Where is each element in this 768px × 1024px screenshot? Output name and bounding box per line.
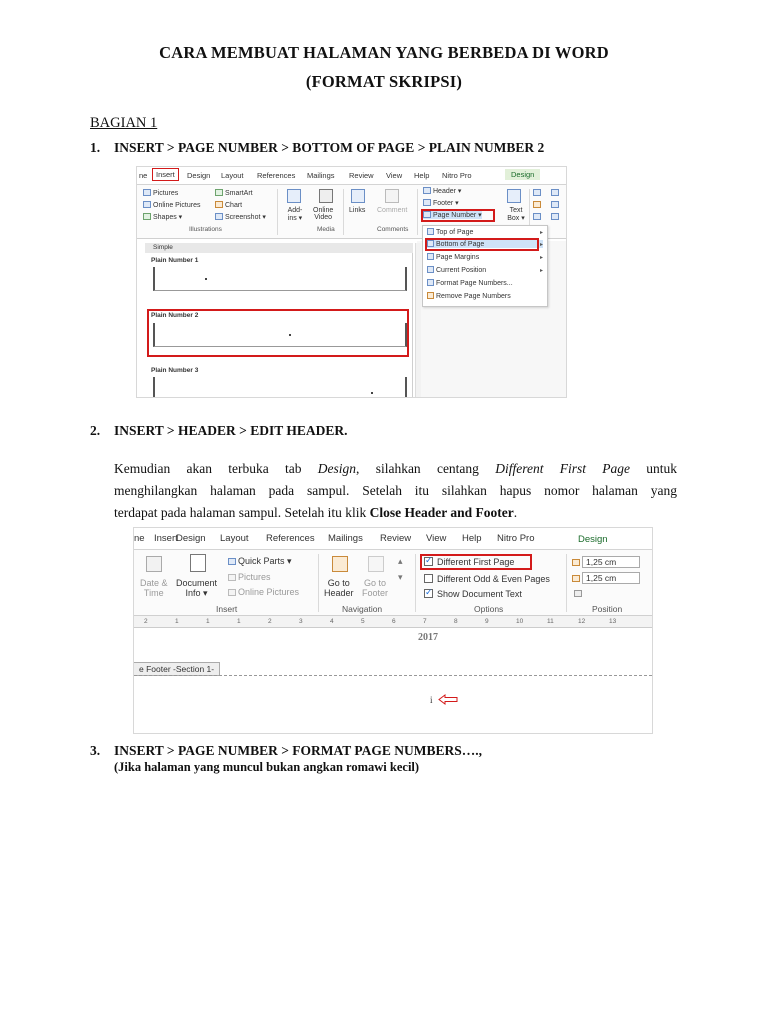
ruler-tick-label: 2	[144, 618, 148, 625]
ribbon-divider	[318, 554, 319, 612]
shapes-icon	[143, 213, 151, 220]
step-text: INSERT > PAGE NUMBER > BOTTOM OF PAGE > PLAIN NUMBER 2	[114, 140, 545, 155]
goto-footer-button[interactable]: Go to Footer	[362, 578, 389, 598]
header-button[interactable]: Header ▾	[423, 187, 461, 195]
header-icon	[423, 187, 431, 194]
red-arrow-icon	[438, 694, 458, 705]
gallery-scrollbar[interactable]	[415, 243, 421, 398]
section-label: BAGIAN 1	[90, 115, 158, 131]
header-position-icon	[572, 559, 580, 566]
tab-header-footer-design[interactable]: Design	[578, 534, 608, 545]
links-button[interactable]: Links	[349, 207, 366, 214]
goto-header-button[interactable]: Go to Header	[324, 578, 354, 598]
date-time-icon[interactable]	[551, 201, 561, 209]
online-pictures-icon	[143, 201, 151, 208]
ruler-tick-label: 1	[206, 618, 210, 625]
document-info-button[interactable]: Document Info ▾	[176, 578, 218, 598]
ruler-tick-label: 13	[609, 618, 617, 625]
different-first-page-checkbox[interactable]: ✓Different First Page	[424, 557, 514, 567]
tab-layout[interactable]: Layout	[221, 171, 244, 180]
submenu-arrow-icon: ▸	[539, 242, 543, 248]
tab-design[interactable]: Design	[176, 533, 206, 544]
document-subtitle: (FORMAT SKRIPSI)	[305, 72, 463, 91]
chart-button[interactable]: Chart	[215, 201, 242, 209]
tab-view[interactable]: View	[386, 171, 403, 180]
pictures-button[interactable]: Pictures	[228, 572, 271, 582]
page-number-menu	[422, 225, 548, 307]
gallery-item-plain-number-1[interactable]	[153, 267, 407, 291]
checkbox-checked-icon	[424, 589, 433, 598]
ruler-tick-label: 2	[268, 618, 272, 625]
footer-section-label: e Footer -Section 1-	[134, 662, 220, 676]
step-number: 1.	[90, 140, 101, 155]
ruler-tick-label: 7	[423, 618, 427, 625]
submenu-arrow-icon: ▸	[539, 255, 543, 261]
ribbon-divider	[417, 189, 418, 235]
group-label-navigation: Navigation	[342, 604, 383, 614]
gallery-item-plain-number-3[interactable]	[153, 377, 407, 398]
ribbon-divider	[415, 554, 416, 612]
tab-view[interactable]: View	[426, 533, 447, 544]
footer-button[interactable]: Footer ▾	[423, 199, 459, 207]
group-label-options: Options	[474, 604, 504, 614]
addins-icon	[287, 189, 301, 203]
ruler-tick-label: 9	[485, 618, 489, 625]
step-number: 2.	[90, 423, 101, 438]
gallery-item-label: Plain Number 2	[151, 312, 199, 319]
gallery-item-label: Plain Number 3	[151, 367, 199, 374]
instruction-paragraph-line-2: menghilangkan halaman pada sampul. Setelah itu silahkan hapus nomor halaman yang	[114, 483, 677, 498]
footer-page-number[interactable]: i	[430, 695, 433, 705]
step-number: 3.	[90, 743, 101, 758]
gallery-heading: Simple	[145, 243, 413, 253]
smartart-button[interactable]: SmartArt	[215, 189, 253, 197]
goto-footer-icon	[368, 556, 384, 572]
tab-nitro-pro[interactable]: Nitro Pro	[497, 533, 535, 544]
tab-nitro-pro[interactable]: Nitro Pro	[442, 171, 472, 180]
wordart-icon[interactable]	[533, 201, 543, 209]
menu-item-format-page-numbers[interactable]: Format Page Numbers...	[427, 279, 513, 287]
page-margins-icon	[427, 253, 434, 260]
menu-item-top-of-page[interactable]: Top of Page	[427, 228, 473, 236]
instruction-paragraph-line-1: Kemudian akan terbuka tab Design, silahkan centang Different First Page untuk	[114, 461, 678, 476]
drop-cap-icon[interactable]	[533, 213, 543, 221]
screenshot-insert-page-number	[136, 166, 567, 398]
step-text: INSERT > HEADER > EDIT HEADER.	[114, 423, 348, 438]
ribbon-tabs	[134, 528, 652, 550]
comment-icon	[385, 189, 399, 203]
menu-item-current-position[interactable]: Current Position	[427, 266, 486, 274]
online-video-button[interactable]: Online Video	[313, 207, 334, 221]
ribbon-divider	[277, 189, 278, 235]
instruction-paragraph-line-3: terdapat pada halaman sampul. Setelah itu klik Close Header and Footer.	[114, 505, 518, 520]
menu-item-remove-page-numbers[interactable]: Remove Page Numbers	[427, 292, 511, 300]
group-label-media: Media	[317, 226, 335, 233]
step-3-note: (Jika halaman yang muncul bukan angkan romawi kecil)	[114, 760, 420, 774]
header-position-field[interactable]: 1,25 cm	[572, 556, 640, 568]
quick-parts-icon	[228, 558, 236, 565]
tab-review[interactable]: Review	[349, 171, 374, 180]
links-icon	[351, 189, 365, 203]
smartart-icon	[215, 189, 223, 196]
ruler-tick-label: 8	[454, 618, 458, 625]
tab-help[interactable]: Help	[462, 533, 482, 544]
highlight-plain-number-2	[147, 309, 409, 357]
signature-line-icon[interactable]	[551, 189, 561, 197]
pictures-icon	[228, 574, 236, 581]
next-icon[interactable]: ▾	[398, 572, 403, 582]
ruler-tick-label: 10	[516, 618, 524, 625]
top-of-page-icon	[427, 228, 434, 235]
tab-insert[interactable]: Insert	[154, 533, 178, 544]
ribbon-header-footer	[134, 550, 652, 616]
tab-mailings[interactable]: Mailings	[328, 533, 363, 544]
ribbon-tabs	[137, 167, 566, 185]
quick-parts-button[interactable]: Quick Parts ▾	[228, 556, 292, 567]
horizontal-ruler[interactable]	[134, 616, 652, 628]
tab-home-partial: ne	[139, 171, 148, 180]
format-page-numbers-icon	[427, 279, 434, 286]
screenshot-button[interactable]: Screenshot ▾	[215, 213, 266, 221]
ruler-tick-label: 5	[361, 618, 365, 625]
group-label-insert: Insert	[216, 604, 238, 614]
ribbon-divider	[566, 554, 567, 612]
highlight-page-number	[421, 209, 495, 222]
online-pictures-button[interactable]: Online Pictures	[143, 201, 200, 209]
ruler-tick-label: 1	[175, 618, 179, 625]
tab-references[interactable]: References	[257, 171, 296, 180]
pictures-button[interactable]: Pictures	[143, 189, 178, 197]
ruler-tick-label: 4	[330, 618, 334, 625]
tab-design[interactable]: Design	[187, 171, 211, 180]
tab-references[interactable]: References	[266, 533, 315, 544]
group-label-position: Position	[592, 604, 623, 614]
online-pictures-icon	[228, 589, 236, 596]
chart-icon	[215, 201, 223, 208]
text-box-button[interactable]: Text Box ▾	[507, 207, 525, 222]
show-document-text-checkbox[interactable]: ✓Show Document Text	[424, 589, 522, 599]
date-time-button[interactable]: Date & Time	[140, 578, 168, 598]
gallery-item-label: Plain Number 1	[151, 257, 199, 264]
tab-insert[interactable]: Insert	[152, 168, 179, 181]
ribbon-divider	[343, 189, 344, 235]
shapes-button[interactable]: Shapes ▾	[143, 213, 182, 221]
goto-header-icon	[332, 556, 348, 572]
submenu-arrow-icon: ▸	[539, 268, 543, 274]
page-number-gallery	[145, 243, 413, 398]
page-number-button[interactable]: Page Number ▾	[423, 211, 482, 219]
screenshot-icon	[215, 213, 223, 220]
remove-page-numbers-icon	[427, 292, 434, 299]
footer-position-icon	[572, 575, 580, 582]
step-text: INSERT > PAGE NUMBER > FORMAT PAGE NUMBERS….,	[114, 743, 483, 758]
tab-mailings[interactable]: Mailings	[307, 171, 335, 180]
ruler-tick-label: 12	[578, 618, 586, 625]
different-odd-even-checkbox[interactable]: Different Odd & Even Pages	[424, 574, 550, 584]
tab-home-partial: ne	[134, 533, 145, 544]
current-position-icon	[427, 266, 434, 273]
online-video-icon	[319, 189, 333, 203]
date-time-icon	[146, 556, 162, 572]
submenu-arrow-icon: ▸	[539, 230, 543, 236]
footer-boundary	[134, 675, 652, 676]
tab-help[interactable]: Help	[414, 171, 430, 180]
group-label-comments: Comments	[377, 226, 409, 233]
highlight-bottom-of-page	[425, 238, 539, 251]
header-year-text: 2017	[418, 632, 438, 643]
text-box-icon	[507, 189, 521, 203]
group-label-illustrations: Illustrations	[189, 226, 222, 233]
menu-item-bottom-of-page[interactable]: Bottom of Page	[427, 240, 543, 248]
tab-layout[interactable]: Layout	[220, 533, 249, 544]
screenshot-header-footer-design	[133, 527, 653, 734]
footer-icon	[423, 199, 431, 206]
comment-button[interactable]: Comment	[377, 207, 408, 214]
insert-alignment-tab-icon[interactable]	[574, 588, 584, 598]
document-info-icon	[190, 554, 206, 572]
addins-button[interactable]: Add-ins ▾	[287, 207, 303, 222]
quick-parts-icon[interactable]	[533, 189, 543, 197]
ruler-tick-label: 1	[237, 618, 241, 625]
document-title: CARA MEMBUAT HALAMAN YANG BERBEDA DI WORD	[159, 43, 609, 62]
previous-icon[interactable]: ▴	[398, 556, 403, 566]
ruler-tick-label: 3	[299, 618, 303, 625]
pictures-icon	[143, 189, 151, 196]
object-icon[interactable]	[551, 213, 561, 221]
online-pictures-button[interactable]: Online Pictures	[228, 587, 299, 597]
ruler-tick-label: 11	[547, 618, 554, 625]
footer-position-field[interactable]: 1,25 cm	[572, 572, 640, 584]
ruler-tick-label: 6	[392, 618, 396, 625]
menu-item-page-margins[interactable]: Page Margins	[427, 253, 479, 261]
checkbox-unchecked-icon	[424, 574, 433, 583]
tab-header-footer-design[interactable]: Design	[505, 169, 540, 180]
highlight-different-first-page	[420, 554, 532, 570]
tab-review[interactable]: Review	[380, 533, 412, 544]
